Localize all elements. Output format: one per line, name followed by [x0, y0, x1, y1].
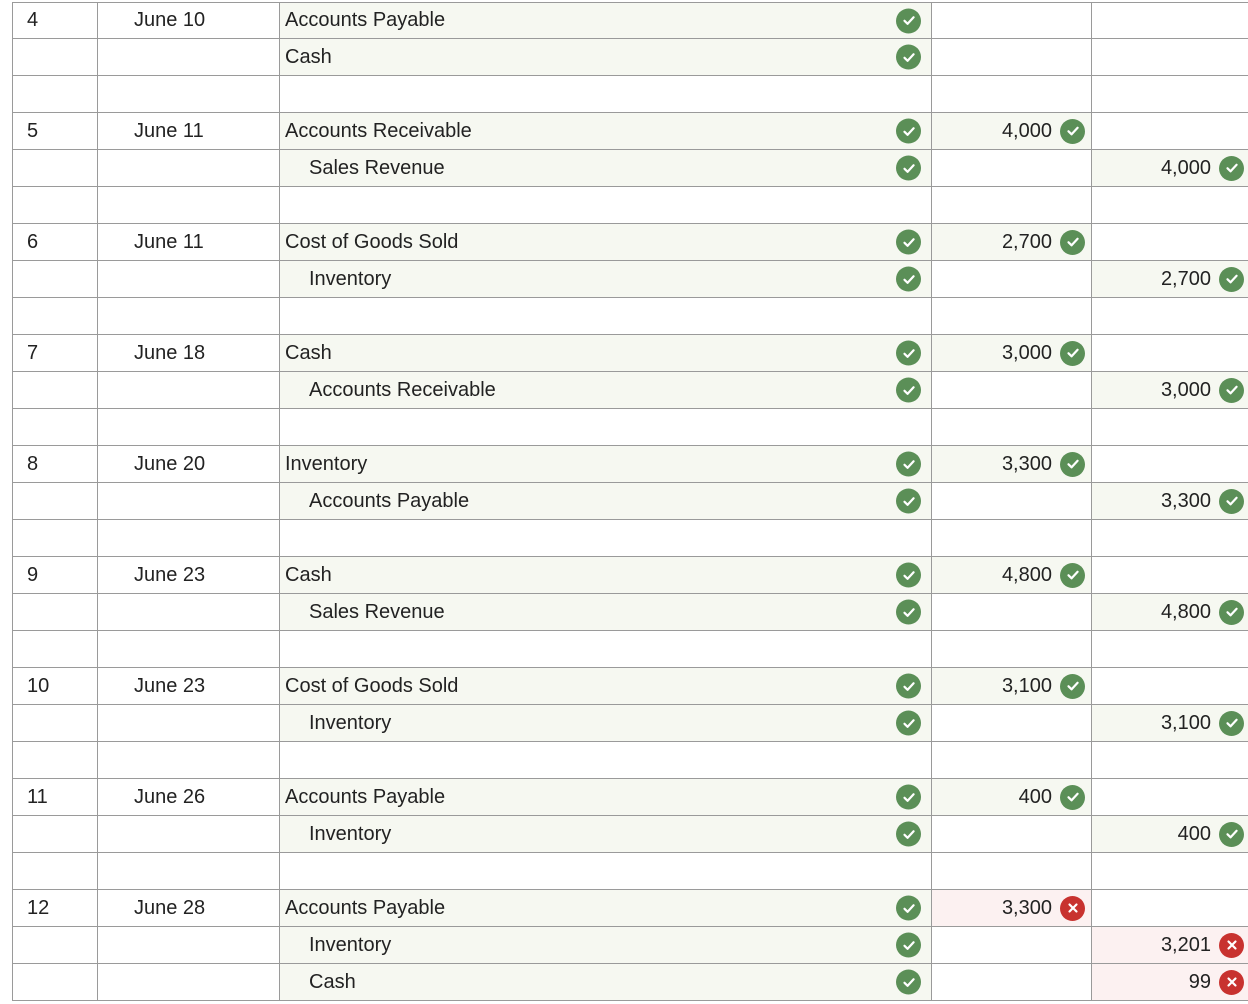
empty-cell — [12, 631, 98, 667]
account-select[interactable] — [280, 446, 932, 482]
account-select[interactable] — [280, 261, 932, 297]
check-circle-icon — [896, 711, 921, 736]
entry-number-cell — [12, 483, 98, 519]
journal-line-row — [12, 705, 1248, 742]
entry-date-cell — [98, 113, 280, 149]
entry-number-cell — [12, 594, 98, 630]
debit-input[interactable] — [932, 224, 1092, 260]
empty-cell — [280, 76, 932, 112]
entry-date: June 11 — [134, 119, 204, 142]
empty-cell — [932, 409, 1092, 445]
entry-number-cell — [12, 113, 98, 149]
check-circle-icon — [896, 378, 921, 403]
entry-date-cell — [98, 927, 280, 963]
account-select[interactable] — [280, 705, 932, 741]
check-circle-icon — [896, 8, 921, 33]
credit-input-value: 4,000 — [1160, 156, 1211, 179]
credit-input[interactable] — [1092, 261, 1248, 297]
entry-date: June 18 — [134, 341, 206, 364]
entry-number: 7 — [27, 341, 39, 364]
journal-line-row — [12, 927, 1248, 964]
entry-number-cell — [12, 890, 98, 926]
empty-cell — [1092, 631, 1248, 667]
entry-date-cell — [98, 372, 280, 408]
debit-input[interactable] — [932, 113, 1092, 149]
debit-input[interactable] — [932, 557, 1092, 593]
account-select[interactable] — [280, 372, 932, 408]
account-name: Inventory — [309, 933, 392, 956]
x-circle-icon — [1219, 933, 1244, 958]
entry-date: June 10 — [134, 9, 206, 31]
check-circle-icon — [1060, 341, 1085, 366]
account-name: Cash — [285, 341, 332, 364]
entry-date-cell — [98, 483, 280, 519]
empty-cell — [280, 742, 932, 778]
journal-line-row — [12, 446, 1248, 483]
entry-number-cell — [12, 3, 98, 38]
empty-cell — [98, 76, 280, 112]
entry-date-cell — [98, 668, 280, 704]
credit-input-value: 3,201 — [1160, 933, 1211, 956]
empty-cell — [932, 187, 1092, 223]
account-select[interactable] — [280, 927, 932, 963]
empty-cell — [1092, 853, 1248, 889]
empty-cell — [932, 298, 1092, 334]
empty-cell — [280, 520, 932, 556]
credit-input-value: 3,100 — [1160, 711, 1211, 734]
credit-input-value: 2,700 — [1160, 267, 1211, 290]
entry-spacer-row — [12, 298, 1248, 335]
empty-cell — [280, 409, 932, 445]
debit-input[interactable] — [932, 150, 1092, 186]
empty-cell — [1092, 298, 1248, 334]
check-circle-icon — [896, 970, 921, 995]
account-select[interactable] — [280, 113, 932, 149]
debit-input[interactable] — [932, 594, 1092, 630]
entry-number: 4 — [27, 9, 39, 31]
check-circle-icon — [1219, 600, 1244, 625]
x-circle-icon — [1219, 970, 1244, 995]
debit-input-value: 3,000 — [1001, 341, 1052, 364]
debit-input[interactable] — [932, 890, 1092, 926]
entry-date-cell — [98, 224, 280, 260]
check-circle-icon — [1219, 822, 1244, 847]
check-circle-icon — [1219, 489, 1244, 514]
entry-number-cell — [12, 705, 98, 741]
credit-input[interactable] — [1092, 890, 1248, 926]
credit-input[interactable] — [1092, 150, 1248, 186]
empty-cell — [1092, 187, 1248, 223]
check-circle-icon — [896, 119, 921, 144]
entry-date: June 26 — [134, 785, 206, 808]
journal-line-row — [12, 779, 1248, 816]
debit-input[interactable] — [932, 668, 1092, 704]
entry-number: 11 — [27, 785, 48, 808]
entry-date-cell — [98, 594, 280, 630]
check-circle-icon — [896, 600, 921, 625]
check-circle-icon — [896, 156, 921, 181]
empty-cell — [932, 742, 1092, 778]
empty-cell — [280, 631, 932, 667]
entry-date: June 23 — [134, 563, 206, 586]
credit-input[interactable] — [1092, 594, 1248, 630]
empty-cell — [98, 409, 280, 445]
credit-input[interactable] — [1092, 557, 1248, 593]
empty-cell — [932, 520, 1092, 556]
debit-input-value: 2,700 — [1001, 230, 1052, 253]
credit-input-value: 99 — [1188, 970, 1211, 993]
entry-date: June 28 — [134, 896, 206, 919]
journal-line-row — [12, 261, 1248, 298]
debit-input[interactable] — [932, 927, 1092, 963]
credit-input[interactable] — [1092, 372, 1248, 408]
empty-cell — [932, 631, 1092, 667]
entry-date-cell — [98, 335, 280, 371]
debit-input-value: 3,300 — [1001, 896, 1052, 919]
entry-number-cell — [12, 964, 98, 1000]
journal-line-row — [12, 816, 1248, 853]
debit-input[interactable] — [932, 3, 1092, 38]
entry-number-cell — [12, 446, 98, 482]
debit-input-value: 4,800 — [1001, 563, 1052, 586]
account-name: Accounts Payable — [285, 785, 446, 808]
entry-number-cell — [12, 261, 98, 297]
account-name: Cash — [285, 45, 332, 68]
check-circle-icon — [1060, 119, 1085, 144]
entry-date-cell — [98, 39, 280, 75]
account-select[interactable] — [280, 964, 932, 1000]
entry-spacer-row — [12, 853, 1248, 890]
journal-line-row — [12, 594, 1248, 631]
entry-number-cell — [12, 816, 98, 852]
credit-input[interactable] — [1092, 39, 1248, 75]
entry-spacer-row — [12, 631, 1248, 668]
journal-line-row — [12, 335, 1248, 372]
entry-spacer-row — [12, 409, 1248, 446]
check-circle-icon — [1060, 452, 1085, 477]
x-circle-icon — [1060, 896, 1085, 921]
check-circle-icon — [1060, 230, 1085, 255]
entry-number: 5 — [27, 119, 39, 142]
check-circle-icon — [896, 267, 921, 292]
check-circle-icon — [896, 822, 921, 847]
empty-cell — [98, 631, 280, 667]
entry-date: June 23 — [134, 674, 206, 697]
debit-input[interactable] — [932, 446, 1092, 482]
account-name: Inventory — [309, 267, 392, 290]
empty-cell — [12, 520, 98, 556]
entry-number: 8 — [27, 452, 39, 475]
check-circle-icon — [896, 452, 921, 477]
entry-number: 12 — [27, 896, 50, 919]
account-select[interactable] — [280, 557, 932, 593]
account-name: Cash — [285, 563, 332, 586]
credit-input[interactable] — [1092, 705, 1248, 741]
entry-number-cell — [12, 224, 98, 260]
entry-spacer-row — [12, 742, 1248, 779]
check-circle-icon — [896, 563, 921, 588]
empty-cell — [1092, 409, 1248, 445]
check-circle-icon — [1060, 563, 1085, 588]
entry-number-cell — [12, 372, 98, 408]
check-circle-icon — [896, 896, 921, 921]
debit-input[interactable] — [932, 816, 1092, 852]
entry-date: June 20 — [134, 452, 206, 475]
debit-input[interactable] — [932, 964, 1092, 1000]
entry-date-cell — [98, 705, 280, 741]
account-name: Sales Revenue — [309, 600, 445, 623]
entry-number-cell — [12, 335, 98, 371]
credit-input-value: 4,800 — [1160, 600, 1211, 623]
entry-date-cell — [98, 150, 280, 186]
account-name: Cost of Goods Sold — [285, 230, 459, 253]
journal-line-row — [12, 964, 1248, 1001]
account-name: Inventory — [309, 711, 392, 734]
check-circle-icon — [896, 489, 921, 514]
account-select[interactable] — [280, 335, 932, 371]
credit-input[interactable] — [1092, 335, 1248, 371]
entry-date-cell — [98, 816, 280, 852]
journal-entry-table — [12, 2, 1248, 1001]
account-name: Accounts Payable — [309, 489, 470, 512]
empty-cell — [98, 742, 280, 778]
journal-line-row — [12, 668, 1248, 705]
empty-cell — [932, 853, 1092, 889]
empty-cell — [12, 187, 98, 223]
entry-number-cell — [12, 779, 98, 815]
empty-cell — [1092, 742, 1248, 778]
debit-input[interactable] — [932, 261, 1092, 297]
entry-number: 9 — [27, 563, 39, 586]
journal-line-row — [12, 150, 1248, 187]
account-select[interactable] — [280, 890, 932, 926]
empty-cell — [12, 742, 98, 778]
account-select[interactable] — [280, 779, 932, 815]
check-circle-icon — [896, 341, 921, 366]
entry-spacer-row — [12, 187, 1248, 224]
credit-input[interactable] — [1092, 779, 1248, 815]
account-select[interactable] — [280, 668, 932, 704]
empty-cell — [280, 298, 932, 334]
credit-input[interactable] — [1092, 964, 1248, 1000]
debit-input-value: 4,000 — [1001, 119, 1052, 142]
account-select[interactable] — [280, 816, 932, 852]
check-circle-icon — [896, 785, 921, 810]
entry-date-cell — [98, 261, 280, 297]
journal-line-row — [12, 113, 1248, 150]
credit-input[interactable] — [1092, 483, 1248, 519]
entry-spacer-row — [12, 520, 1248, 557]
account-select[interactable] — [280, 483, 932, 519]
entry-date-cell — [98, 446, 280, 482]
journal-line-row — [12, 372, 1248, 409]
entry-date: June 11 — [134, 230, 204, 253]
credit-input-value: 3,000 — [1160, 378, 1211, 401]
empty-cell — [1092, 520, 1248, 556]
entry-spacer-row — [12, 76, 1248, 113]
credit-input[interactable] — [1092, 446, 1248, 482]
account-name: Inventory — [285, 452, 368, 475]
empty-cell — [12, 853, 98, 889]
entry-date-cell — [98, 964, 280, 1000]
entry-number-cell — [12, 927, 98, 963]
debit-input[interactable] — [932, 483, 1092, 519]
credit-input[interactable] — [1092, 224, 1248, 260]
entry-date-cell — [98, 557, 280, 593]
account-name: Accounts Receivable — [285, 119, 472, 142]
credit-input-value: 400 — [1177, 822, 1211, 845]
empty-cell — [280, 853, 932, 889]
empty-cell — [12, 76, 98, 112]
debit-input[interactable] — [932, 335, 1092, 371]
debit-input-value: 3,300 — [1001, 452, 1052, 475]
debit-input[interactable] — [932, 39, 1092, 75]
entry-number-cell — [12, 668, 98, 704]
account-select[interactable] — [280, 39, 932, 75]
check-circle-icon — [1219, 711, 1244, 736]
journal-line-row — [12, 2, 1248, 39]
journal-line-row — [12, 890, 1248, 927]
entry-number-cell — [12, 150, 98, 186]
empty-cell — [98, 853, 280, 889]
check-circle-icon — [896, 230, 921, 255]
account-name: Inventory — [309, 822, 392, 845]
entry-date-cell — [98, 3, 280, 38]
journal-line-row — [12, 483, 1248, 520]
empty-cell — [1092, 76, 1248, 112]
debit-input-value: 3,100 — [1001, 674, 1052, 697]
credit-input-value: 3,300 — [1160, 489, 1211, 512]
credit-input[interactable] — [1092, 113, 1248, 149]
account-select[interactable] — [280, 150, 932, 186]
debit-input-value: 400 — [1018, 785, 1052, 808]
check-circle-icon — [1060, 674, 1085, 699]
debit-input[interactable] — [932, 705, 1092, 741]
account-name: Accounts Payable — [285, 896, 446, 919]
journal-line-row — [12, 224, 1248, 261]
debit-input[interactable] — [932, 372, 1092, 408]
empty-cell — [98, 187, 280, 223]
check-circle-icon — [896, 45, 921, 70]
empty-cell — [98, 520, 280, 556]
empty-cell — [12, 298, 98, 334]
account-name: Accounts Receivable — [309, 378, 496, 401]
account-select[interactable] — [280, 594, 932, 630]
check-circle-icon — [1060, 785, 1085, 810]
debit-input[interactable] — [932, 779, 1092, 815]
journal-line-row — [12, 557, 1248, 594]
entry-number-cell — [12, 557, 98, 593]
entry-date-cell — [98, 890, 280, 926]
credit-input[interactable] — [1092, 668, 1248, 704]
check-circle-icon — [1219, 378, 1244, 403]
check-circle-icon — [896, 933, 921, 958]
account-select[interactable] — [280, 224, 932, 260]
empty-cell — [932, 76, 1092, 112]
account-name: Cost of Goods Sold — [285, 674, 459, 697]
empty-cell — [12, 409, 98, 445]
entry-number: 10 — [27, 674, 50, 697]
account-name: Cash — [309, 970, 356, 993]
empty-cell — [280, 187, 932, 223]
credit-input[interactable] — [1092, 3, 1248, 38]
account-name: Accounts Payable — [285, 9, 446, 31]
entry-number-cell — [12, 39, 98, 75]
check-circle-icon — [1219, 267, 1244, 292]
journal-line-row — [12, 39, 1248, 76]
empty-cell — [98, 298, 280, 334]
entry-number: 6 — [27, 230, 39, 253]
credit-input[interactable] — [1092, 816, 1248, 852]
check-circle-icon — [896, 674, 921, 699]
entry-date-cell — [98, 779, 280, 815]
check-circle-icon — [1219, 156, 1244, 181]
account-select[interactable] — [280, 3, 932, 38]
credit-input[interactable] — [1092, 927, 1248, 963]
account-name: Sales Revenue — [309, 156, 445, 179]
